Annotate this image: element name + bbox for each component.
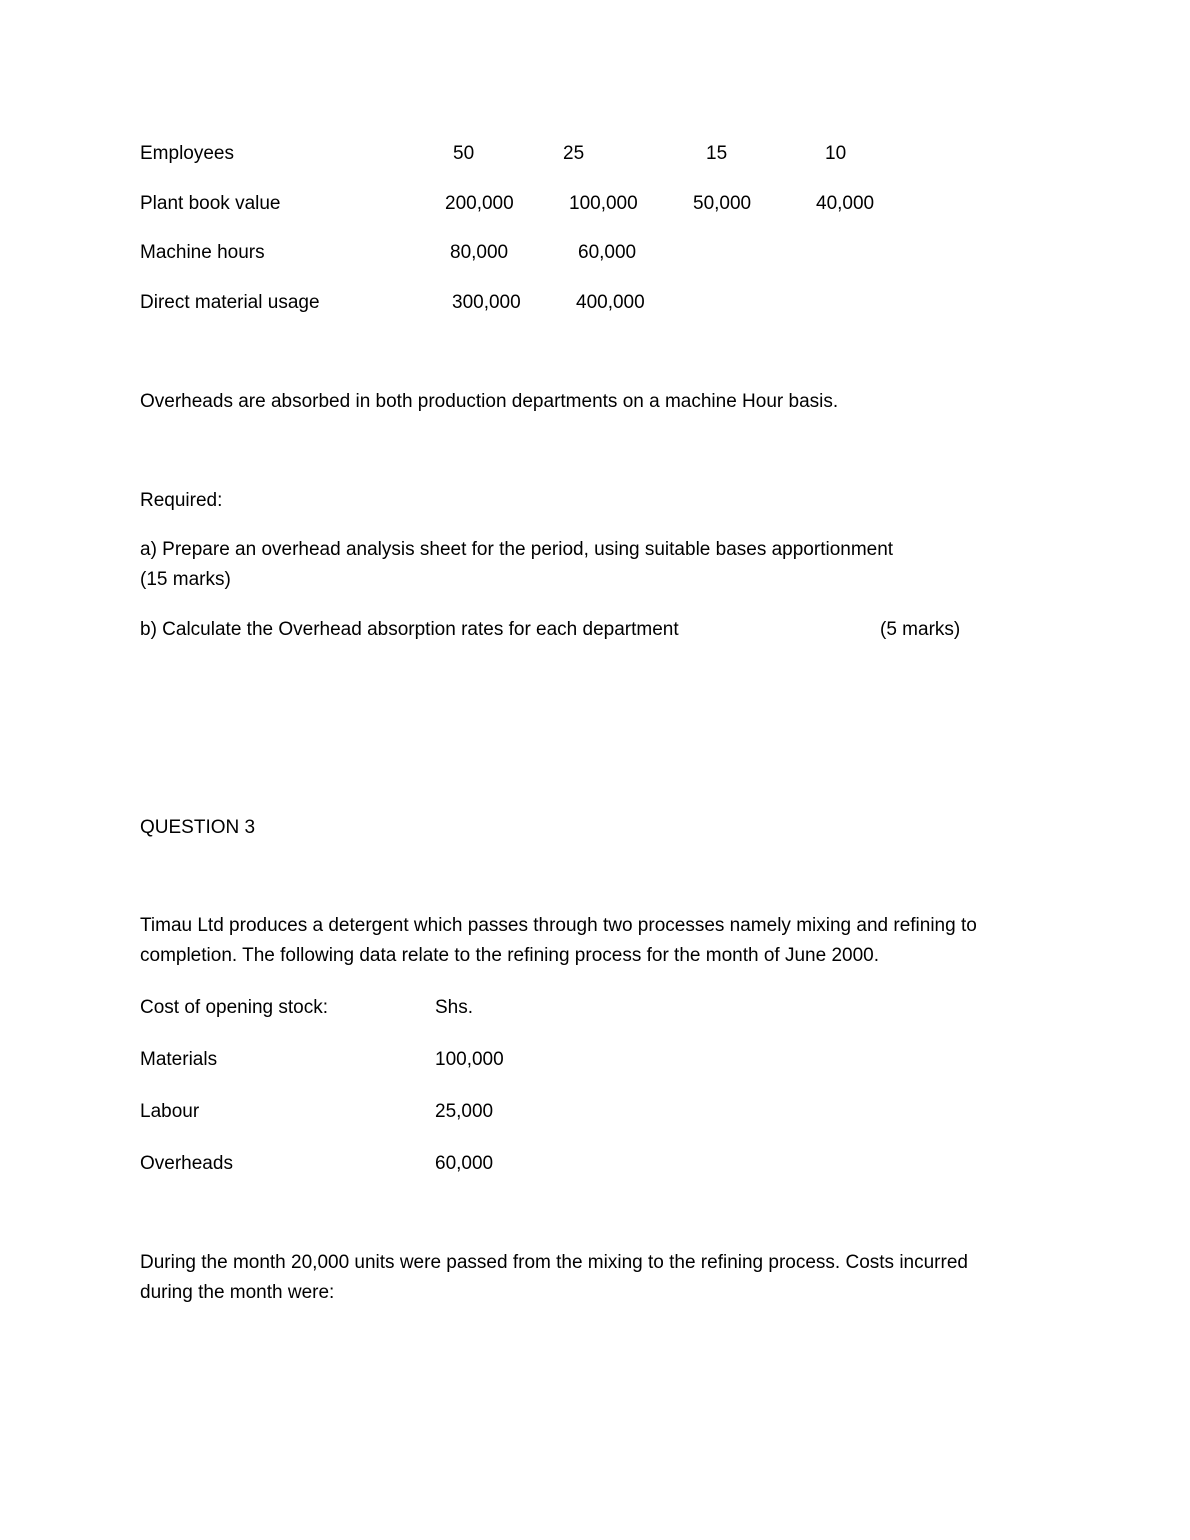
during-line: during the month were: (140, 1282, 335, 1303)
absorption-note: Overheads are absorbed in both production departments on a machine Hour basis. (140, 391, 839, 412)
cell-value: 100,000 (569, 193, 638, 214)
during-line: During the month 20,000 units were passed from the mixing to the refining process. Costs incurred (140, 1252, 968, 1273)
cell-value: 60,000 (578, 242, 637, 263)
cell-value: 200,000 (445, 193, 514, 214)
intro-line: Timau Ltd produces a detergent which passes through two processes namely mixing and refining to (140, 915, 977, 936)
part-b-text: b) Calculate the Overhead absorption rates for each department (140, 619, 679, 640)
required-heading: Required: (140, 490, 223, 511)
part-b-marks: (5 marks) (880, 619, 961, 640)
intro-paragraph (140, 911, 1020, 971)
row-label-machine-hours: Machine hours (140, 242, 265, 263)
opening-stock-label: Cost of opening stock: (140, 997, 328, 1018)
cost-value: 60,000 (435, 1153, 494, 1174)
cell-value: 80,000 (450, 242, 509, 263)
cell-value: 300,000 (452, 292, 521, 313)
row-label-employees: Employees (140, 143, 234, 164)
cost-label-overheads: Overheads (140, 1153, 233, 1174)
cell-value: 40,000 (816, 193, 875, 214)
during-month-paragraph (140, 1248, 1020, 1308)
cell-value: 50 (453, 143, 475, 164)
cell-value: 400,000 (576, 292, 645, 313)
cost-label-labour: Labour (140, 1101, 200, 1122)
question-heading: QUESTION 3 (140, 817, 256, 838)
cell-value: 50,000 (693, 193, 752, 214)
cost-label-materials: Materials (140, 1049, 218, 1070)
cost-value: 100,000 (435, 1049, 504, 1070)
cell-value: 15 (706, 143, 728, 164)
row-label-plant-book-value: Plant book value (140, 193, 281, 214)
part-a-marks: (15 marks) (140, 569, 231, 590)
cell-value: 25 (563, 143, 585, 164)
intro-line: completion. The following data relate to the refining process for the month of June 2000. (140, 945, 879, 966)
row-label-direct-material-usage: Direct material usage (140, 292, 320, 313)
cell-value: 10 (825, 143, 847, 164)
cost-value: 25,000 (435, 1101, 494, 1122)
currency-label: Shs. (435, 997, 474, 1018)
part-a-text: a) Prepare an overhead analysis sheet for the period, using suitable bases apportionment (140, 539, 894, 560)
